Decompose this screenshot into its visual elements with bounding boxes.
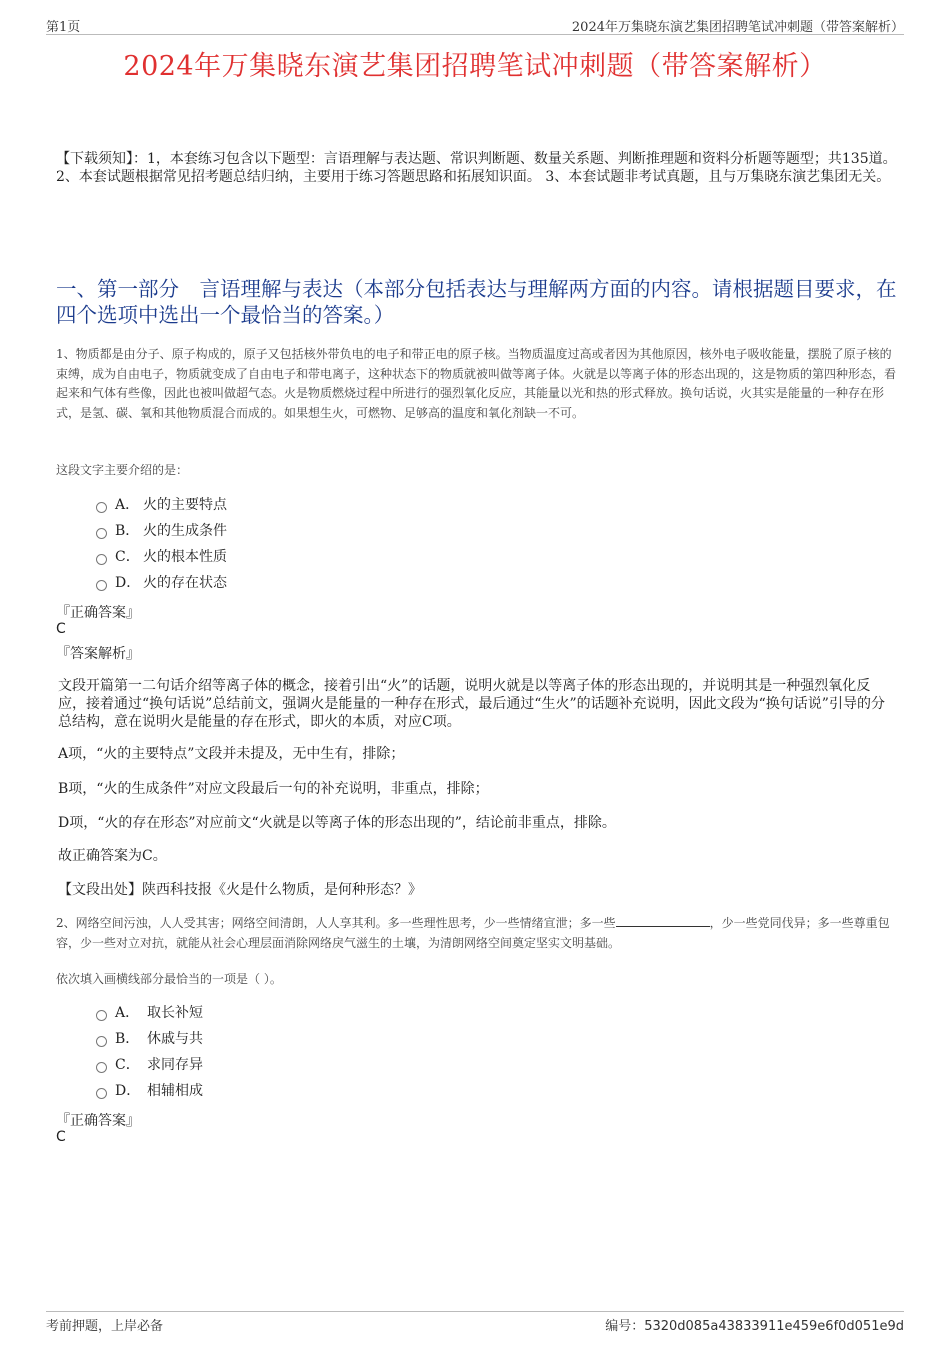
radio-icon[interactable] [96, 1062, 107, 1073]
q1-analysis-conclusion: 故正确答案为C。 [58, 848, 167, 864]
radio-icon[interactable] [96, 1088, 107, 1099]
q2-option-b[interactable] [96, 1026, 203, 1052]
q1-source: 【文段出处】陕西科技报《火是什么物质，是何种形态？》 [58, 882, 422, 898]
q2-option-c[interactable] [96, 1052, 203, 1078]
option-text: 火的生成条件 [143, 523, 227, 539]
q1-option-c[interactable] [96, 544, 227, 570]
q2-option-d[interactable] [96, 1078, 203, 1104]
radio-icon[interactable] [96, 502, 107, 513]
q2-answer: C [56, 1129, 66, 1145]
q2-passage [56, 914, 901, 953]
code-label: 编号： [605, 1319, 645, 1334]
q1-option-a[interactable] [96, 492, 227, 518]
option-text: 火的主要特点 [143, 497, 227, 513]
q2-option-a[interactable] [96, 1000, 203, 1026]
q1-options [96, 492, 227, 596]
radio-icon[interactable] [96, 580, 107, 591]
q1-analysis-a: A项，“火的主要特点”文段并未提及，无中生有，排除； [58, 746, 405, 762]
q1-stem: 这段文字主要介绍的是： [56, 463, 189, 477]
footer-slogan: 考前押题，上岸必备 [46, 1319, 164, 1334]
q2-options [96, 1000, 203, 1104]
code-value: 5320d085a43833911e459e6f0d051e9d [644, 1319, 904, 1334]
option-text: 取长补短 [147, 1005, 203, 1021]
option-key: C． [115, 549, 140, 565]
option-text: 火的存在状态 [143, 575, 227, 591]
q1-option-d[interactable] [96, 570, 227, 596]
q2-stem: 依次填入画横线部分最恰当的一项是（ ）。 [56, 972, 282, 986]
q1-answer-label: 『正确答案』 [56, 605, 140, 621]
option-key: A． [115, 497, 140, 513]
option-key: A． [115, 1005, 140, 1021]
q1-analysis-main: 文段开篇第一二句话介绍等离子体的概念，接着引出“火”的话题，说明火就是以等离子体的形态出现的，并说明其是一种强烈氧化反应，接着通过“换句话说”总结前文，强调火是能量的一种存在形式，最后通过“生火”的话题补充说明，因此文段为“换句话说”引导的分总结构，意在说明火是能量的存在形式，即火的本质，对应C项。 [58, 678, 885, 730]
option-text: 相辅相成 [147, 1083, 203, 1099]
page-title: 2024年万集晓东演艺集团招聘笔试冲刺题（带答案解析） [123, 51, 827, 82]
q1-option-b[interactable] [96, 518, 227, 544]
q1-analysis-label: 『答案解析』 [56, 646, 140, 662]
radio-icon[interactable] [96, 1036, 107, 1047]
q2-answer-label: 『正确答案』 [56, 1113, 140, 1129]
page-header [46, 14, 904, 35]
option-key: D． [115, 575, 141, 591]
q2-passage-after: ，少一些党同伐异；多一些尊重包容，少一些对立对抗，就能从社会心理层面消除网络戾气滋生的土壤，为清朗网络空间奠定坚实文明基础。 [56, 916, 890, 950]
download-notice: 【下载须知】：1，本套练习包含以下题型：言语理解与表达题、常识判断题、数量关系题、判断推理题和资料分析题等题型；共135道。 2、本套试题根据常见招考题总结归纳，主要用于练习答题思路和拓展知识面。 3、本套试题非考试真题，且与万集晓东演艺集团无关。 [56, 151, 897, 185]
section-title: 一、第一部分 言语理解与表达（本部分包括表达与理解两方面的内容。请根据题目要求，在四个选项中选出一个最恰当的答案。） [56, 277, 897, 327]
q1-passage: 1、物质都是由分子、原子构成的，原子又包括核外带负电的电子和带正电的原子核。当物质温度过高或者因为其他原因，核外电子吸收能量，摆脱了原子核的束缚，成为自由电子，物质就变成了自由电子和带电离子，这种状态下的物质就被叫做等离子体。火就是以等离子体的形态出现的，这是物质的第四种形态，看起来和气体有些像，因此也被叫做超气态。火是物质燃烧过程中所进行的强烈氧化反应，其能量以光和热的形式释放。换句话说，火其实是能量的一种存在形式，是氢、碳、氧和其他物质混合而成的。如果想生火，可燃物、足够高的温度和氧化剂缺一不可。 [56, 347, 897, 420]
option-key: B． [115, 1031, 140, 1047]
option-text: 火的根本性质 [143, 549, 227, 565]
option-key: C． [115, 1057, 140, 1073]
option-text: 求同存异 [147, 1057, 203, 1073]
option-key: D． [115, 1083, 141, 1099]
radio-icon[interactable] [96, 554, 107, 565]
fill-blank [616, 914, 710, 927]
radio-icon[interactable] [96, 1010, 107, 1021]
page-footer [46, 1311, 904, 1334]
q1-answer: C [56, 621, 66, 637]
option-text: 休戚与共 [147, 1031, 203, 1047]
document-code [605, 1315, 904, 1334]
page-number: 第1页 [46, 20, 81, 35]
header-doc-title: 2024年万集晓东演艺集团招聘笔试冲刺题（带答案解析） [571, 20, 904, 35]
q1-analysis-b: B项，“火的生成条件”对应文段最后一句的补充说明，非重点，排除； [58, 781, 489, 797]
radio-icon[interactable] [96, 528, 107, 539]
option-key: B． [115, 523, 140, 539]
q1-analysis-d: D项，“火的存在形态”对应前文“火就是以等离子体的形态出现的”，结论前非重点，排除。 [58, 815, 616, 831]
q2-passage-before: 2、网络空间污浊，人人受其害；网络空间清朗，人人享其利。多一些理性思考，少一些情绪宣泄；多一些 [56, 916, 616, 930]
